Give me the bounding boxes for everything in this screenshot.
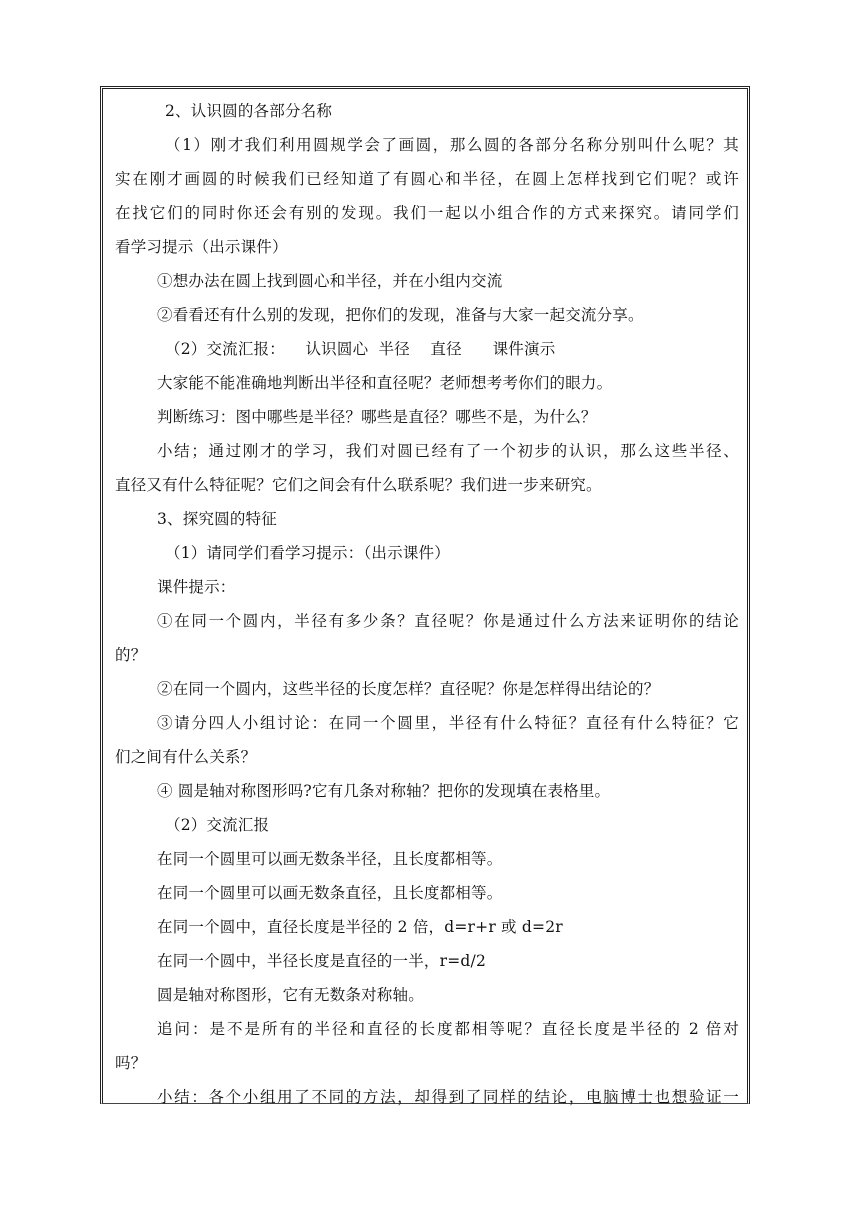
section-heading: 2、认识圆的各部分名称 [165,102,333,120]
text-line: 课件提示： [157,578,236,596]
text-line: 实在刚才画圆的时候我们已经知道了有圆心和半径，在圆上怎样找到它们呢？或许 [115,170,739,188]
text-line: 小结：各个小组用了不同的方法，却得到了同样的结论，电脑博士也想验证一 [157,1088,739,1106]
text-line: ③请分四人小组讨论：在同一个圆里，半径有什么特征？直径有什么特征？它 [157,714,739,732]
text-line: （2）交流汇报： 认识圆心 半径 直径 课件演示 [165,340,556,358]
section-heading: 3、探究圆的特征 [157,510,277,528]
text-line: 的？ [115,646,147,664]
text-line: 们之间有什么关系？ [115,748,257,766]
text-line: ①在同一个圆内，半径有多少条？直径呢？你是通过什么方法来证明你的结论 [157,612,739,630]
text-line: ②在同一个圆内，这些半径的长度怎样？直径呢？你是怎样得出结论的？ [157,680,660,698]
text-line: 小结；通过刚才的学习，我们对圆已经有了一个初步的认识，那么这些半径、 [157,442,739,460]
text-line: 在同一个圆中，直径长度是半径的 2 倍，d=r+r 或 d=2r [157,918,563,936]
text-line: 在同一个圆中，半径长度是直径的一半，r=d/2 [157,952,487,970]
text-line: 大家能不能准确地判断出半径和直径呢？老师想考考你们的眼力。 [157,374,613,392]
text-line: （2）交流汇报 [165,816,270,834]
text-line: 在同一个圆里可以画无数条直径，且长度都相等。 [157,884,503,902]
text-line: 判断练习：图中哪些是半径？哪些是直径？哪些不是，为什么？ [157,408,597,426]
text-line: 在同一个圆里可以画无数条半径，且长度都相等。 [157,850,503,868]
text-line: （1）请同学们看学习提示：（出示课件） [165,544,450,562]
document-table-cell [100,86,750,1104]
text-line: 吗？ [115,1054,147,1072]
text-line: ②看看还有什么别的发现，把你们的发现，准备与大家一起交流分享。 [157,306,644,324]
text-line: 在找它们的同时你还会有别的发现。我们一起以小组合作的方式来探究。请同学们 [115,204,739,222]
text-line: 圆是轴对称图形，它有无数条对称轴。 [157,986,424,1004]
text-line: 看学习提示（出示课件） [115,238,288,256]
text-line: （1）刚才我们利用圆规学会了画圆，那么圆的各部分名称分别叫什么呢？其 [165,136,739,154]
text-line: ①想办法在圆上找到圆心和半径，并在小组内交流 [157,272,503,290]
text-line: ④ 圆是轴对称图形吗?它有几条对称轴？把你的发现填在表格里。 [157,782,611,800]
text-line: 追问：是不是所有的半径和直径的长度都相等呢？直径长度是半径的 2 倍对 [157,1020,739,1038]
text-line: 直径又有什么特征呢？它们之间会有什么联系呢？我们进一步来研究。 [115,476,602,494]
